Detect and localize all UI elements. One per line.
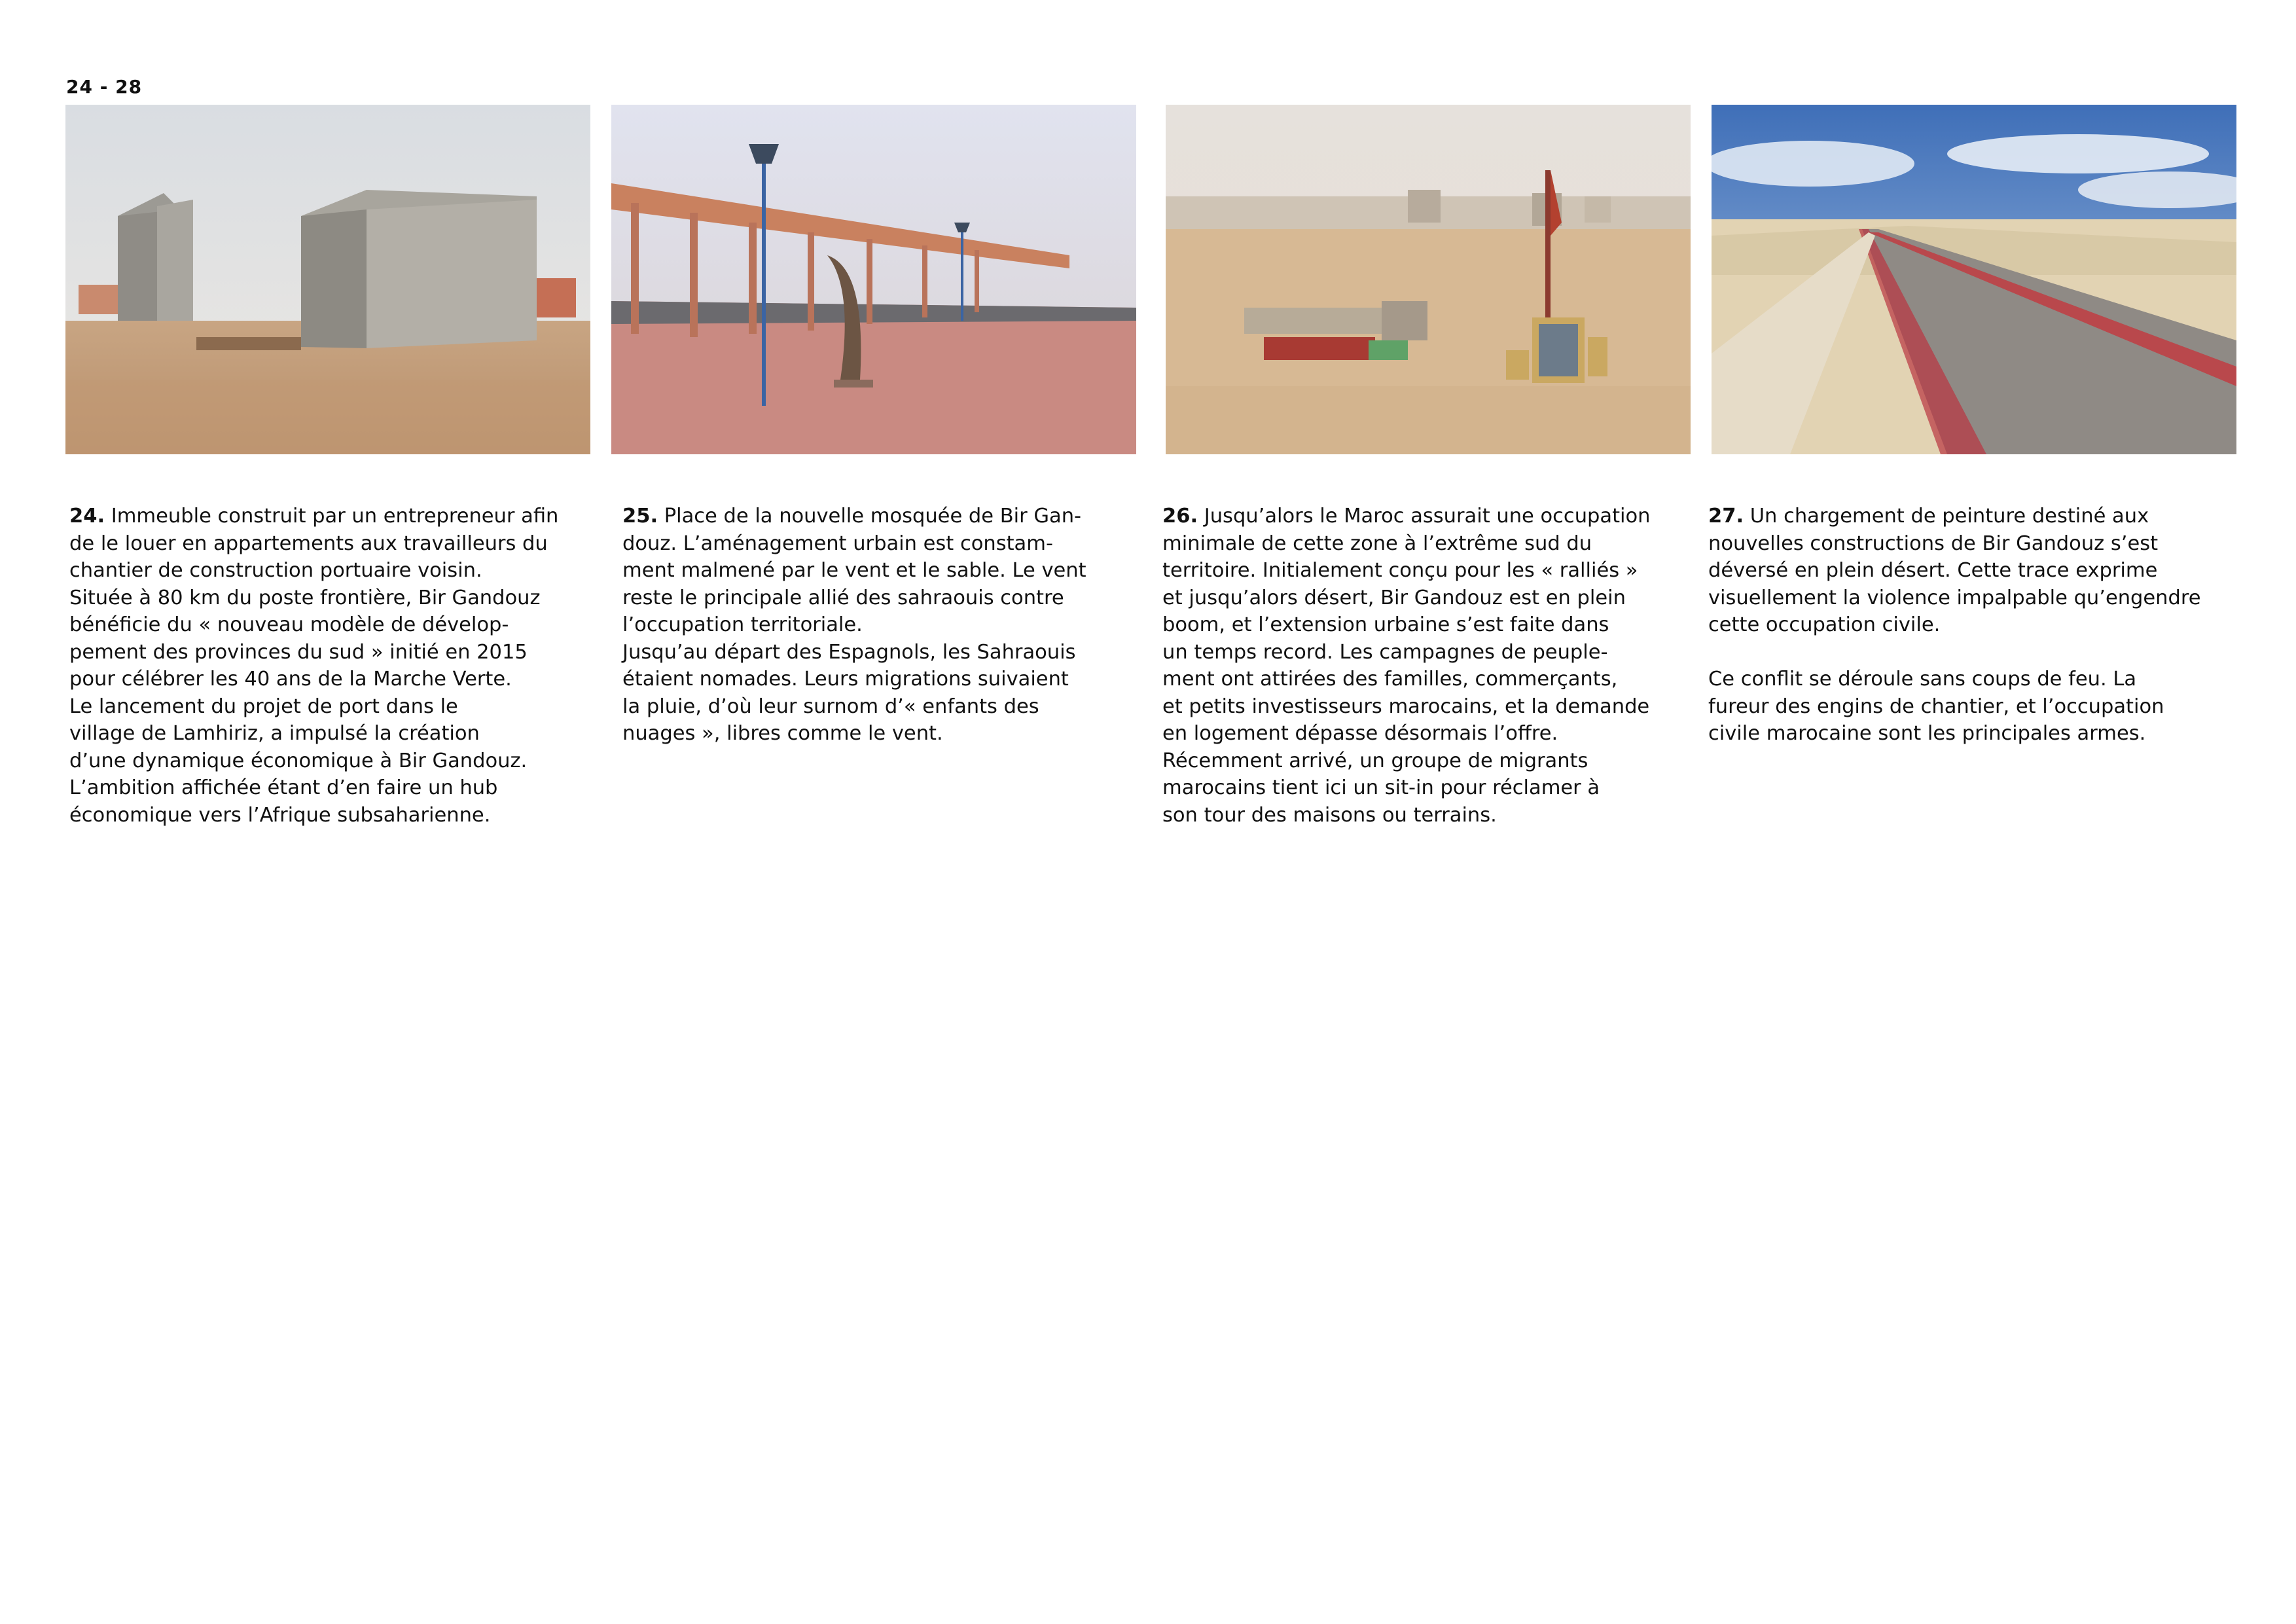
photo-red-paint-road <box>1712 105 2236 454</box>
red-paint-road-photo-icon <box>1712 105 2236 454</box>
construction-blocks-photo-icon <box>65 105 590 454</box>
caption-number: 24. <box>69 505 105 528</box>
caption-number: 27. <box>1708 505 1744 528</box>
caption-25 <box>622 503 1126 748</box>
photo-mosque-square <box>611 105 1136 454</box>
mosque-square-photo-icon <box>611 105 1136 454</box>
caption-text: Un chargement de peinture destiné aux nouvelles constructions de Bir Gandouz s’est déversé en plein désert. Cette trace exprime visuellement la violence impalpable qu’engendre cette occupation civile. Ce conflit se déroule sans coups de feu. La fureur des engins de chantier, et l’occupation civile marocaine sont les principales armes. <box>1708 505 2201 745</box>
caption-number: 26. <box>1162 505 1198 528</box>
caption-text: Immeuble construit par un entrepreneur afin de le louer en appartements aux travailleurs du chantier de construction portuaire voisin. Située à 80 km du poste frontière, Bir Gandouz bénéficie du « nouveau modèle de dévelop- pement des provinces du sud » initié en 2015 pour célébrer les 40 ans de la Marche Verte. Le lancement du projet de port dans le village de Lamhiriz, a impulsé la création d’une dynamique économique à Bir Gandouz. L’ambition affichée étant d’en faire un hub économique vers l’Afrique subsaharienne. <box>69 505 559 827</box>
caption-24 <box>69 503 573 829</box>
caption-text: Jusqu’alors le Maroc assurait une occupation minimale de cette zone à l’extrême sud du territoire. Initialement conçu pour les « ralliés » et jusqu’alors désert, Bir Gandouz est en plein boom, et l’extension urbaine s’est faite dans un temps record. Les campagnes de peuple- ment ont attirées des familles, commerçants, et petits investisseurs marocains, et la demande en logement dépasse désormais l’offre. Récemment arrivé, un groupe de migrants marocains tient ici un sit-in pour réclamer à son tour des maisons ou terrains. <box>1162 505 1651 827</box>
sit-in-desert-photo-icon <box>1166 105 1691 454</box>
page-number: 24 - 28 <box>66 76 143 98</box>
caption-number: 25. <box>622 505 658 528</box>
photo-sit-in-desert <box>1166 105 1691 454</box>
caption-27 <box>1708 503 2212 748</box>
caption-26 <box>1162 503 1666 829</box>
photo-construction-blocks <box>65 105 590 454</box>
caption-text: Place de la nouvelle mosquée de Bir Gan- douz. L’aménagement urbain est constam- ment malmené par le vent et le sable. Le vent reste le principale allié des sahraouis contre l’occupation territoriale. Jusqu’au départ des Espagnols, les Sahraouis étaient nomades. Leurs migrations suivaient la pluie, d’où leur surnom d’« enfants des nuages », libres comme le vent. <box>622 505 1086 745</box>
